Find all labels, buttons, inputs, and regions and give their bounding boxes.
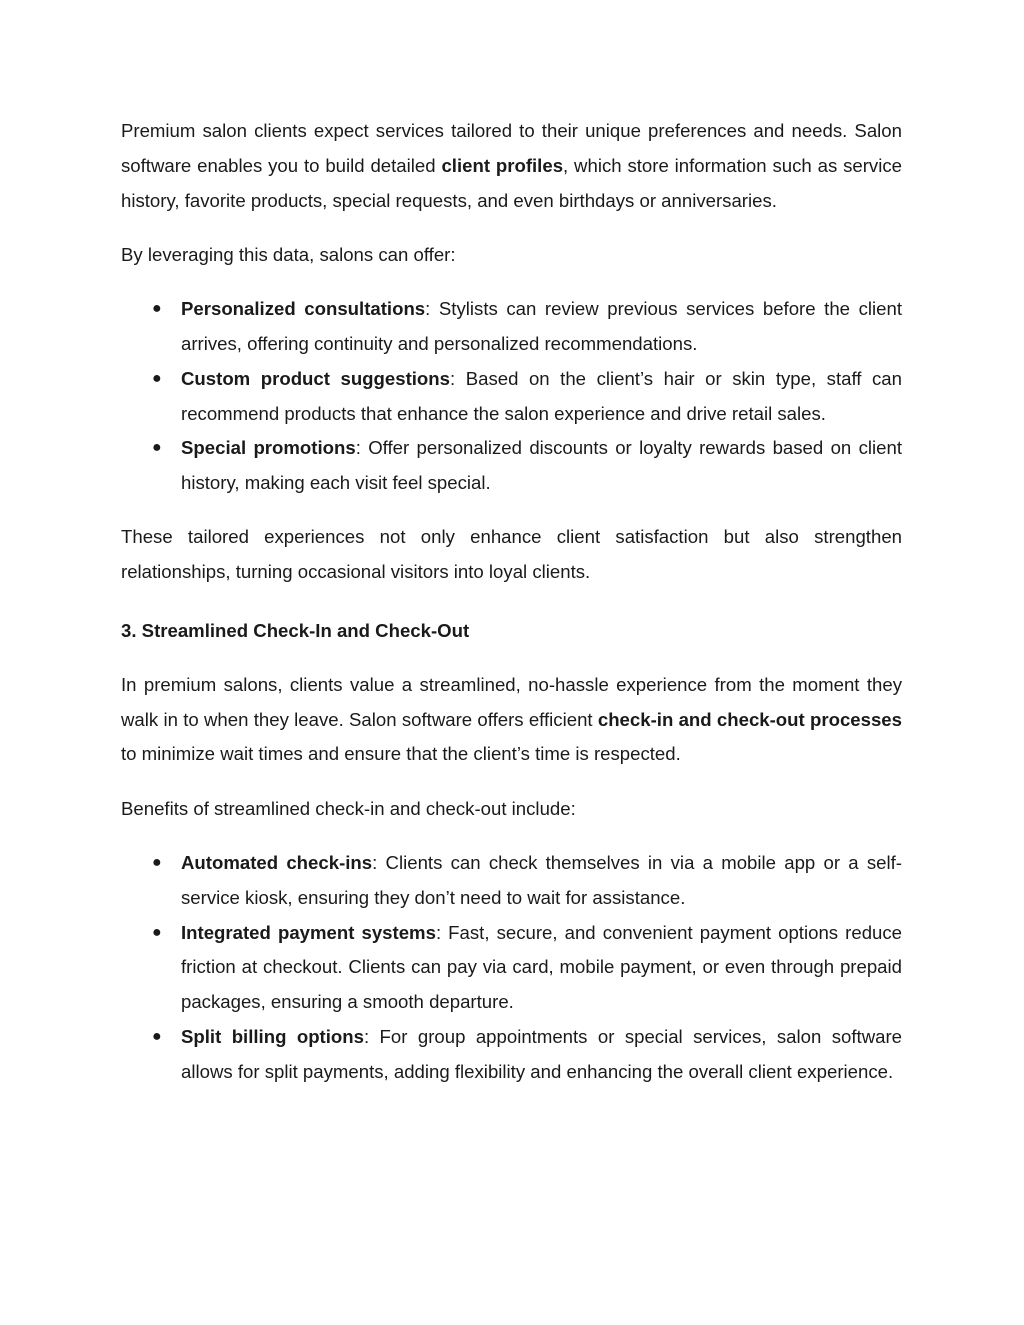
checkin-text-end: to minimize wait times and ensure that the client’s time is respected.	[121, 743, 681, 765]
personalization-list	[121, 292, 902, 501]
bullet-icon: ●	[152, 439, 162, 457]
list-item-text: : Based on the client’s hair or skin type, staff can recommend products that enhance the salon experience and drive retail sales.	[181, 367, 902, 424]
summary-paragraph: These tailored experiences not only enhance client satisfaction but also strengthen relationships, turning occasional visitors into loyal clients.	[121, 526, 902, 583]
intro-text-start: Premium salon clients expect services tailored to their unique preferences and needs. Salon software enables you to build detailed	[121, 120, 902, 176]
checkin-bold-term: check-in and check-out processes	[597, 708, 902, 730]
bullet-icon: ●	[152, 369, 162, 387]
intro-bold-term: client profiles	[441, 154, 564, 176]
list-item-text: : Clients can check themselves in via a mobile app or a self-service kiosk, ensuring they don’t need to wait for assistance.	[181, 852, 902, 908]
list-item	[152, 846, 902, 916]
bullet-icon: ●	[152, 854, 162, 872]
document-page	[121, 114, 902, 1109]
list-item	[152, 1020, 903, 1090]
offer-lead-paragraph: By leveraging this data, salons can offer:	[121, 243, 456, 265]
list-item-title: Split billing options	[181, 1026, 364, 1048]
bullet-icon: ●	[152, 923, 162, 941]
list-item	[152, 362, 902, 432]
list-item-title: Special promotions	[181, 437, 356, 459]
list-item-text: : Stylists can review previous services before the client arrives, offering continuity and personalized recommendations.	[181, 298, 902, 354]
bullet-icon: ●	[152, 300, 162, 318]
section-heading: 3. Streamlined Check-In and Check-Out	[121, 620, 470, 642]
list-item	[152, 292, 902, 362]
list-item-text: : Fast, secure, and convenient payment options reduce friction at checkout. Clients can pay via card, mobile payment, or even through prepaid packages, ensuring a smooth departure.	[181, 921, 903, 1013]
list-item-text: : Offer personalized discounts or loyalty rewards based on client history, making each visit feel special.	[181, 437, 902, 494]
list-item-title: Integrated payment systems	[181, 921, 436, 943]
list-item-title: Automated check-ins	[181, 852, 373, 874]
bullet-icon: ●	[152, 1028, 162, 1046]
checkin-benefits-list	[121, 846, 902, 1090]
list-item-title: Personalized consultations	[181, 298, 426, 320]
checkin-text-start: In premium salons, clients value a streamlined, no-hassle experience from the moment they walk in to when they leave. Salon software offers efficient	[121, 673, 902, 730]
list-item-title: Custom product suggestions	[181, 367, 450, 389]
intro-paragraph	[121, 114, 902, 218]
list-item	[152, 431, 902, 501]
list-item	[152, 916, 903, 1020]
list-item-text: : For group appointments or special services, salon software allows for split payments, adding flexibility and enhancing the overall client experience.	[181, 1026, 903, 1082]
intro-text-end: , which store information such as service history, favorite products, special requests, and even birthdays or anniversaries.	[121, 154, 902, 211]
benefits-lead-paragraph: Benefits of streamlined check-in and check-out include:	[121, 797, 576, 819]
checkin-paragraph	[121, 668, 902, 772]
